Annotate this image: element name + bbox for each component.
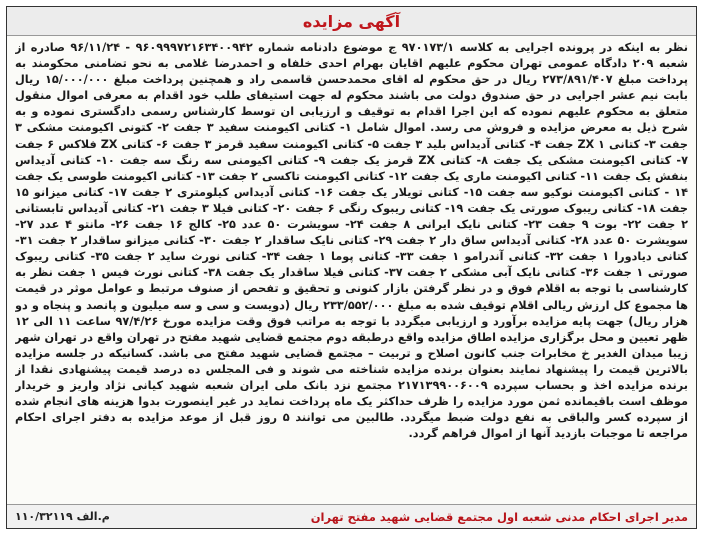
title-bar bbox=[7, 7, 696, 36]
notice-footer bbox=[7, 504, 696, 528]
signature-line: مدیر اجرای احکام مدنی شعبه اول مجتمع قضایی شهید مفتح تهران bbox=[310, 509, 688, 524]
notice-title: آگهی مزایده bbox=[302, 11, 401, 31]
notice-body: نظر به اینکه در پرونده اجرایی به کلاسه ۹۷۰۱۷۳/۱ ج موضوع دادنامه شماره ۹۶۰۹۹۹۷۲۱۶۳۴۰۰۹۴۲ - ۹۶/۱۱/۲۴ صادره از شعبه ۲۰۹ دادگاه عمومی تهران محکوم علیهم اقایان بهرام احدی خلفاه و احمدرضا غلامی به نحو تضامنی محکومند به پرداخت مبلغ ۲۷۳/۸۹۱/۴۰۷ ریال در حق محکوم له اقای محمدحسن قاسمی راد و همچنین پرداخت مبلغ ۱۵/۰۰۰/۰۰۰ ریال بابت نیم عشر اجرایی در حق صندوق دولت می باشند محکوم له جهت استیفای طلب خود اقدام به معرفی اموال منقول متعلق به محکوم علیهم نموده که این اجرا اقدام به توقیف و ارزیابی ان توسط کارشناس رسمی دادگستری نموده و به شرح ذیل به معرض مزایده و فروش می رسد. اموال شامل ۱- کتانی اکیومنت سفید ۳ جفت ۲- کتونی اکیومنت مشکی ۳ جفت ۳- کتانی ZX ۱ جفت ۴- کتانی آدیداس بلید ۳ جفت ۵- کتانی اکیومنت سفید قرمز ۳ جفت ۶- کتانی ZX فلاکس ۶ جفت ۷- کتانی اکیومنت مشکی یک جفت ۸- کتانی ZX قرمز یک جفت ۹- کتانی اکیومنی سه رنگ سه جفت ۱۰- کتانی آدیداس بنفش یک جفت ۱۱- کتانی اکیومنت ماری یک جفت ۱۲- کتانی اکیومنت تاکسی ۲ جفت ۱۳- کتانی اکیومنت طوسی یک جفت ۱۴ - کتانی اکیومنت نوکیو سه جفت ۱۵- کتانی تویلار یک جفت ۱۶- کتانی آدیداس کیلومتری ۲ جفت ۱۷- کتانی میزانو ۱۵ جفت ۱۸- کتانی ریبوک صورتی یک جفت ۱۹- کتانی ریبوک رنگی ۶ جفت ۲۰- کتانی فیلا ۳ جفت ۲۱- کتانی آدیداس تابستانی ۲ جفت ۲۲- بوت ۹ جفت ۲۳- کتانی نایک ایرانی ۸ جفت ۲۴- سویشرت ۵۰ عدد ۲۵- کالج ۱۶ جفت ۲۶- مانتو ۴ عدد ۲۷- سویشرت ۵۰ عدد ۲۸- کتانی آدیداس ساق دار ۲ جفت ۲۹- کتانی نایک ساقدار ۲ جفت ۳۰- کتانی میزانو ساقدار ۲ جفت ۳۱- کتانی دیادورا ۱ جفت ۳۲- کتانی آندرامو ۱ جفت ۳۳- کتانی پوما ۱ جفت ۳۴- کتانی نورث ساید ۲ جفت ۳۵- کتانی ریبوک صورتی ۱ جفت ۳۶- کتانی نایک آبی مشکی ۲ جفت ۳۷- کتانی فیلا ساقدار یک جفت ۳۸- کتانی نورث فیس ۱ جفت نظر به کارشناسی با توجه به اقلام فوق و در نظر گرفتن بازار کنونی و تحقیق و تفحص از صنوف مرتبط و عوامل موثر در قیمت ها مجموع کل ارزش ریالی اقلام توقیف شده به مبلغ ۲۳۳/۵۵۲/۰۰۰ ریال (دویست و سی و سه میلیون و پانصد و پنجاه و دو هزار ریال) جهت پایه مزایده برآورد و ارزیابی میگردد با توجه به مراتب فوق وقت مزایده مورخ ۹۷/۴/۲۶ ساعت ۱۱ الی ۱۲ ظهر تعیین و محل برگزاری مزایده اطاق مزایده واقع درطبقه دوم مجتمع قضایی شهید مفتح در تهران واقع در تهران شهر زیبا میدان الغدیر خ مخابرات جنب کانون اصلاح و تربیت – مجتمع قضایی شهید مفتح می باشد. کسانیکه در جلسه مزایده بالاترین قیمت را پیشنهاد نمایند بعنوان برنده مزایده شناخته می شوند و فی المجلس ده درصد قیمت پیشنهادی نقدا از برنده مزایده اخذ و بحساب سپرده ۲۱۷۱۳۹۹۰۰۶۰۰۹ مجتمع نزد بانک ملی ایران شعبه شهید کیانی نژاد واریز و خریدار موظف است باقیمانده ثمن مورد مزایده را ظرف حداکثر یک ماه پرداخت نماید در غیر اینصورت بدوا هزینه های انجام شده از سپرده کسر والباقی به نفع دولت ضبط میگردد. طالبین می توانند ۵ روز قبل از موعد مزایده به دفتر اجرای احکام مراجعه تا موجبات بازدید آنها از اموال فراهم گردد. bbox=[15, 41, 688, 441]
auction-notice bbox=[6, 6, 697, 529]
ad-code: م.الف ۱۱۰/۳۲۱۱۹ bbox=[15, 510, 110, 523]
